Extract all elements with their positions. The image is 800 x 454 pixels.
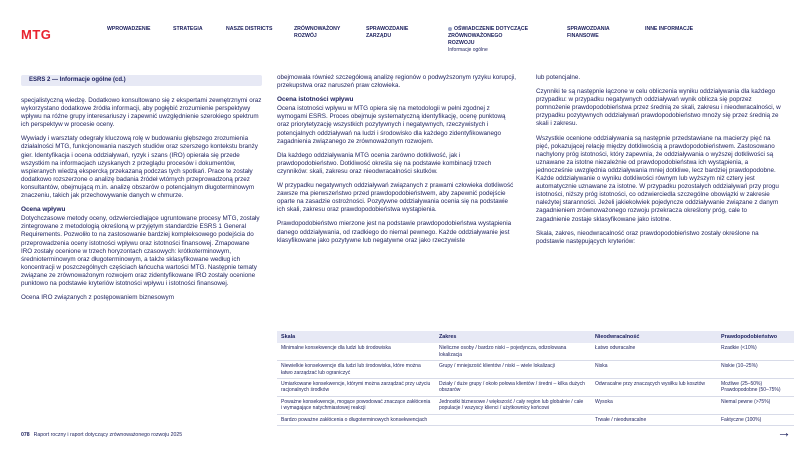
page-footer xyxy=(21,432,182,438)
table-cell: Niewielkie konsekwencje dla ludzi lub środowiska, które można łatwo zarządzać lub ograniczyć xyxy=(277,361,435,379)
table-cell: Możliwe (25–50%) Prawdopodobne (50–75%) xyxy=(717,379,794,397)
column-3 xyxy=(536,74,782,252)
nav-oswiadczenie[interactable] xyxy=(448,26,530,54)
arrow-right-icon[interactable]: → xyxy=(777,424,791,440)
table-row xyxy=(277,379,794,397)
col3-paragraph: lub potencjalne. xyxy=(536,74,581,81)
table-cell: Bardzo poważne zakłócenia o długoterminowych konsekwencjach xyxy=(277,414,435,425)
col1-paragraph: Wywiady i warsztaty odegrały kluczową rolę w budowaniu głębszego zrozumienia działalności MTG, funkcjonowania naszych studiów oraz szerszego kontekstu branży gier. Identyfikacja i ocena oddziaływań, ryzyk i szans (IRO) opierała się przede wszystkim na informacjach uzyskanych z przeglądu procesów i dokumentów, wspieranych wiedzą ekspercką przekazaną podczas tych spotkań. Prace te zostały dodatkowo rozszerzone o analizę badania źródeł wtórnych przeprowadzoną przez konsultantów, obejmującą m.in. analizę obszarów o potencjalnym długoterminowym znaczeniu, takich jak przechowywanie danych w chmurze. xyxy=(21,135,258,200)
table-cell: Poważne konsekwencje, mogące powodować znaczące zakłócenia i wymagające natychmiastowej reakcji xyxy=(277,396,435,414)
footer-text: Raport roczny i raport dotyczący zrównoważonego rozwoju 2025 xyxy=(33,432,183,438)
nav-zrownowazony-rozwoj[interactable]: ZRÓWNOWAŻONY ROZWÓJ xyxy=(294,26,341,39)
col2-paragraph: W przypadku negatywnych oddziaływań związanych z prawami człowieka dotkliwość zawsze ma pierwszeństwo przed prawdopodobieństwem, aby zapewnić podejście oparte na zasadzie ostrożności. Pozytywne oddziaływania ocenia się na podstawie ich skali, zakresu oraz prawdopodobieństwa wystąpienia. xyxy=(277,182,514,214)
nav-sprawozdania-finansowe[interactable]: SPRAWOZDANIA FINANSOWE xyxy=(567,26,610,39)
col3-paragraph: Czynniki te są następnie łączone w celu obliczenia wyniku oddziaływania dla każdego przypadku: w przypadku negatywnych oddziaływań wynik oblicza się poprzez pomnożenie prawdopodobieństwa przez średnią ze skali, zakresu i nieodwracalności, w przypadku pozytywnych oddziaływań prawdopodobieństwo mnoży się przez średnią ze skali i zakresu. xyxy=(536,88,781,128)
col1-paragraph: specjalistyczną wiedzę. Dodatkowo konsultowano się z ekspertami zewnętrznymi oraz wykorzystano dodatkowe źródła informacji, aby pogłębić zrozumienie perspektywy wpływu na różne grupy interesariuszy i zapewnić uwzględnienie szerokiego spektrum ich perspektyw w procesie oceny. xyxy=(21,97,262,129)
table-row xyxy=(277,414,794,425)
table-cell: Wysoka xyxy=(591,396,717,414)
col1-paragraph: Dotychczasowe metody oceny, odzwierciedlające ugruntowane procesy MTG, zostały zintegrowane z metodologią określoną w przyjętym standardzie ESRS 1 General Requirements. Pozwoliło to na zastosowanie bardziej kompleksowego podejścia do przeprowadzenia oceny istotności wpływu oraz istotności finansowej. Zmapowane IRO zostały ocenione w trzech horyzontach czasowych: krótkoterminowym, średnioterminowym oraz długoterminowym, a także sklasyfikowane według ich koncentracji w poszczególnych częściach łańcucha wartości MTG. Następnie tematy związane ze zrównoważonym rozwojem oraz zidentyfikowane IRO zostały ocenione punktowo na podstawie kryteriów istotności wpływu i istotności finansowej. xyxy=(21,215,260,287)
table-row xyxy=(277,396,794,414)
table-cell: Minimalne konsekwencje dla ludzi lub środowiska xyxy=(277,343,435,360)
nav-strategia[interactable]: STRATEGIA xyxy=(173,26,203,32)
column-1 xyxy=(21,97,262,308)
table-cell: Rzadkie (<10%) xyxy=(717,343,794,360)
table-cell xyxy=(435,414,591,425)
table-header-zakres: Zakres xyxy=(435,331,591,343)
table-cell: Niemal pewne (>75%) xyxy=(717,396,794,414)
section-title: ESRS 2 — Informacje ogólne (cd.) xyxy=(21,75,262,86)
col2-paragraph: Dla każdego oddziaływania MTG ocenia zarówno dotkliwość, jak i prawdopodobieństwo. Dotkliwość określa się na podstawie kombinacji trzech czynników: skali, zakresu oraz nieodwracalności skutków. xyxy=(277,151,492,175)
table-cell: Faktyczne (100%) xyxy=(717,414,794,425)
table-cell: Działy / duże grupy / około połowa klientów / średni – kilka dużych obszarów xyxy=(435,379,591,397)
col2-heading: Ocena istotności wpływu xyxy=(277,96,354,104)
nav-oswiadczenie-sub: Informacje ogólne xyxy=(448,47,488,53)
table-cell: Umiarkowane konsekwencje, którymi można zarządzać przy użyciu racjonalnych środków xyxy=(277,379,435,397)
column-2 xyxy=(277,74,517,251)
table-cell: Grupy / mniejszość klientów / niski – wiele lokalizacji xyxy=(435,361,591,379)
impact-criteria-table xyxy=(277,331,794,426)
table-header-skala: Skala xyxy=(277,331,435,343)
nav-sprawozdanie-zarzadu[interactable]: SPRAWOZDANIE ZARZĄDU xyxy=(366,26,409,39)
col3-paragraph: Skala, zakres, nieodwracalność oraz prawdopodobieństwo zostały określone na podstawie następujących kryteriów: xyxy=(536,229,759,245)
table-row xyxy=(277,343,794,360)
nav-oswiadczenie-label: OŚWIADCZENIE DOTYCZĄCE ZRÓWNOWAŻONEGO ROZWOJU xyxy=(448,26,529,46)
table-header-prawdopodobienstwo: Prawdopodobieństwo xyxy=(717,331,794,343)
table-cell: Nieliczne osoby / bardzo niski – pojedyncza, odizolowana lokalizacja xyxy=(435,343,591,360)
active-dot-icon xyxy=(448,27,452,31)
col1-heading: Ocena wpływu xyxy=(21,206,66,214)
table-header-nieodwracalnosc: Nieodwracalność xyxy=(591,331,717,343)
table-cell: Niskie (10–25%) xyxy=(717,361,794,379)
table-cell: Trwałe / nieodwracalne xyxy=(591,414,717,425)
table-header-row xyxy=(277,331,794,343)
nav-inne-informacje[interactable]: INNE INFORMACJE xyxy=(645,26,694,32)
table-row xyxy=(277,361,794,379)
table-cell: Jednostki biznesowe / większość / cały region lub globalnie / całe populacje / wszyscy klienci / użytkownicy końcowi xyxy=(435,396,591,414)
table-cell: Niska xyxy=(591,361,717,379)
col3-paragraph: Wszystkie ocenione oddziaływania są następnie przedstawiane na macierzy pięć na pięć, pokazującej relację między dotkliwością a prawdopodobieństwem. Zastosowano nachylony próg istotności, który zapewnia, że oddziaływania o wyższej dotkliwości są uznawane za istotne niezależnie od prawdopodobieństwa ich wystąpienia, a jednocześnie uwzględnia oddziaływania mniej dotkliwe, lecz bardziej prawdopodobne. Każde oddziaływanie o wyniku dotkliwości równym lub wyższym niż cztery jest automatycznie uznawane za istotne. W przypadku pozostałych oddziaływań przy progu istotności, niższy próg istotności, co odzwierciedla szczególne obowiązki w zakresie należytej staranności. Jeżeli jakiekolwiek pojedyncze oddziaływanie związane z danym zagadnieniem zrównoważonego rozwoju przekracza określony próg, cale to zagadnienie zostaje sklasyfikowane jako istotne. xyxy=(536,134,779,223)
mtg-logo[interactable]: MTG xyxy=(21,27,52,42)
col2-paragraph: obejmowała również szczegółową analizę regionów o podwyższonym ryzyku korupcji, przekupstwa oraz naruszeń praw człowieka. xyxy=(277,74,517,90)
nav-nasze-districts[interactable]: NASZE DISTRICTS xyxy=(226,26,273,32)
col2-paragraph: Prawdopodobieństwo mierzone jest na podstawie prawdopodobieństwa wystąpienia danego oddziaływania, od rzadkiego do niemal pewnego. Każde oddziaływanie jest klasyfikowane jako pozytywne lub negatywne oraz jako rzeczywiste xyxy=(277,220,512,244)
table-cell: Łatwo odwracalne xyxy=(591,343,717,360)
page-number: 078 xyxy=(21,432,30,438)
nav-wprowadzenie[interactable]: WPROWADZENIE xyxy=(107,26,151,32)
col2-paragraph: Ocena istotności wpływu w MTG opiera się na metodologii w pełni zgodnej z wymogami ESRS. Proces obejmuje systematyczną identyfikację, ocenę punktową oraz priorytetyzację wszystkich pozytywnych i negatywnych, rzeczywistych i potencjalnych oddziaływań na ludzi i środowisko dla każdego zidentyfikowanego zagadnienia związanego ze zrównoważonym rozwojem. xyxy=(277,105,506,145)
table-cell: Odwracalne przy znaczących wysiłku lub kosztów xyxy=(591,379,717,397)
col1-paragraph: Ocena IRO związanych z postępowaniem biznesowym xyxy=(21,294,174,302)
